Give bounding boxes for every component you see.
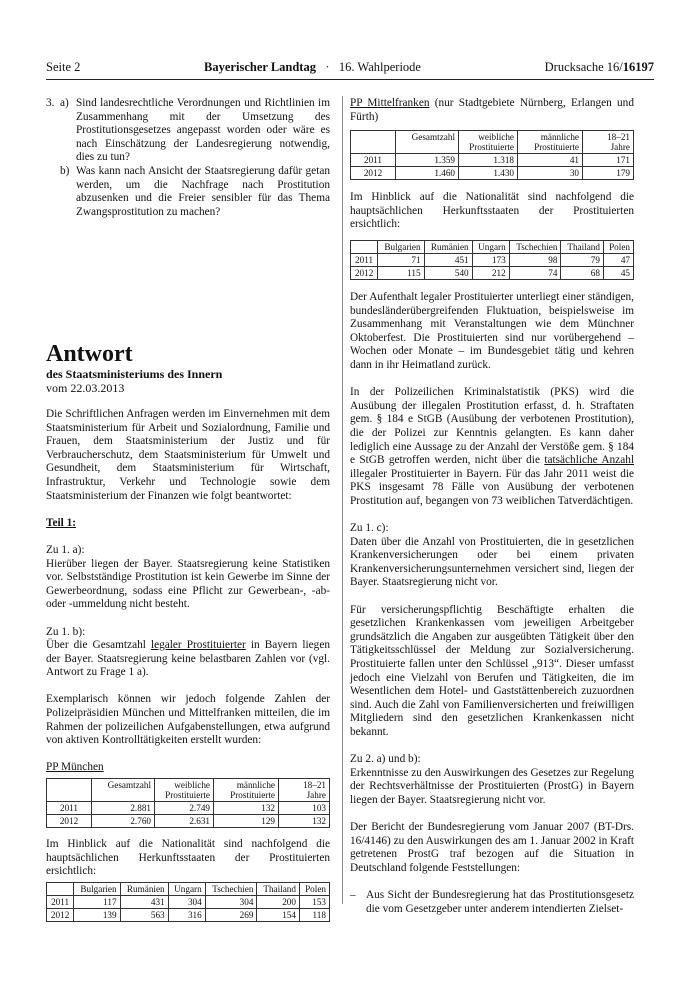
table-row: 2012 115 540 212 74 68 45 — [351, 266, 634, 279]
zu-2-heading: Zu 2. a) und b): — [350, 753, 421, 766]
table-muenchen-counts — [46, 778, 330, 828]
nationality-paragraph: Im Hinblick auf die Nationalität sind nachfolgend die hauptsächlichen Herkunftsstaaten der Prostituierten ersichtlich: — [46, 838, 330, 878]
table-row: 2012 2.760 2.631 129 132 — [47, 815, 330, 828]
zu-2-text: Erkenntnisse zu den Auswirkungen des Gesetzes zur Regelung der Rechtsverhältnisse der Prostituierten (ProstG) in Bayern liegen der Bayer. Staatsregierung nicht vor. — [350, 766, 634, 806]
zu-1b-text: Über die Gesamtzahl legaler Prostituierter in Bayern liegen der Bayer. Staatsregierung keine belastbaren Zahlen vor (vgl. Antwort zu Frage 1 a). — [46, 639, 330, 679]
dash-bullet: – — [350, 889, 356, 902]
header-title — [204, 60, 421, 75]
underlined-term: tatsächliche Anzahl — [544, 454, 634, 467]
nationality-paragraph-2: Im Hinblick auf die Nationalität sind nachfolgend die hauptsächlichen Herkunftsstaaten der Prostituierten ersichtlich: — [350, 191, 634, 231]
part-1-heading: Teil 1: — [46, 516, 77, 529]
table-mittelfranken-nationality — [350, 240, 634, 280]
table-muenchen-nationality — [46, 882, 330, 922]
zu-1a-text: Hierüber liegen der Bayer. Staatsregierung keine Statistiken vor. Selbstständige Prostitution ist kein Gewerbe im Sinne der Gewerbeordnung, sodass eine Pflicht zur Gewerbean-, -ab- oder -ummeldung nicht besteht. — [46, 557, 330, 611]
left-column — [46, 97, 330, 219]
answer-title: Antwort — [46, 341, 133, 367]
report-paragraph: Der Bericht der Bundesregierung vom Januar 2007 (BT-Drs. 16/4146) zu den Auswirkungen des am 1. Januar 2002 in Kraft getretenen ProstG traf bezogen auf die Situation in Deutschland folgende Feststellungen: — [350, 821, 634, 874]
muenchen-title: PP München — [46, 761, 104, 774]
page-number: Seite 2 — [46, 60, 81, 74]
zu-1a-heading: Zu 1. a): — [46, 543, 85, 556]
list-item-text: Aus Sicht der Bundesregierung hat das Prostitutionsgesetz die vom Gesetzgeber unter anderem intendierten Zielset- — [366, 889, 634, 915]
zu-1c-text: Daten über die Anzahl von Prostituierten, die in gesetzlichen Krankenversicherungen oder bei einem privaten Krankenversicherungsunternehmen versichert sind, liegen der Bayer. Staatsregierung nicht vor. — [350, 535, 634, 589]
question-3b — [46, 165, 330, 219]
question-label: a) — [60, 97, 69, 109]
answer-date: vom 22.03.2013 — [46, 381, 125, 395]
table-header-row: Bulgarien Rumänien Ungarn Tschechien Thailand Polen — [47, 882, 330, 895]
fluctuation-paragraph: Der Aufenthalt legaler Prostituierter unterliegt einer ständigen, bundesländerübergreifenden Fluktuation, beispielsweise im Zusammenhang mit Veranstaltungen wie dem Münchner Oktoberfest. Die Prostituierten sind nur vorübergehend – Wochen oder Monate – im Bundesgebiet tätig und kehren dann in ihr Heimatland zurück. — [350, 290, 634, 371]
table-row: 2011 117 431 304 304 200 153 — [47, 895, 330, 908]
insurance-paragraph: Für versicherungspflichtig Beschäftigte erhalten die gesetzlichen Krankenkassen vom jeweiligen Arbeitgeber grundsätzlich die Angaben zur ausgeübten Tätigkeit über den Tätigkeitsschlüssel der Meldung zur Sozialversicherung. Prostituierte fallen unter den Schlüssel „913“. Dieser umfasst jedoch eine Vielzahl von Berufen und Tätigkeiten, die im Wesentlichen dem Hotel- und Gaststättenbereich zuzuordnen sind. Auch die Zahl von Familienversicherten und freiwilligen Mitgliedern sind den gesetzlichen Krankenkassen nicht bekannt. — [350, 603, 634, 738]
table-header-row: Bulgarien Rumänien Ungarn Tschechien Thailand Polen — [351, 240, 634, 253]
answer-section — [46, 341, 330, 933]
right-column — [350, 97, 634, 916]
header-rule — [46, 79, 654, 80]
table-header-row: Gesamtzahl weibliche Prostituierte männliche Prostituierte 18–21 Jahre — [351, 131, 634, 154]
mittelfranken-intro: PP Mittelfranken (nur Stadtgebiete Nürnberg, Erlangen und Fürth) — [350, 97, 634, 123]
list-item — [350, 889, 634, 916]
header-separator: · — [325, 60, 330, 74]
underlined-term: legaler Prostituierter — [150, 639, 246, 652]
question-3a — [46, 97, 330, 165]
page-header — [46, 60, 654, 78]
zu-1b-heading: Zu 1. b): — [46, 625, 86, 638]
table-row: 2012 139 563 316 269 154 118 — [47, 908, 330, 921]
question-text: Sind landesrechtliche Verordnungen und Richtlinien im Zusammenhang mit der Umsetzung des Prostitutionsgesetzes angepasst worden oder wäre es nach Einschätzung der Landesregierung notwendig, dies zu tun? — [76, 97, 330, 164]
mittelfranken-title: PP Mittelfranken — [350, 97, 430, 109]
table-mittelfranken-counts — [350, 130, 634, 180]
question-text: Was kann nach Ansicht der Staatsregierung dafür getan werden, um die Nachfrage nach Prostitution abzusenken und die Freier sensibler für das Thema Zwangsprostitution zu machen? — [76, 164, 330, 218]
table-row: 2012 1.460 1.430 30 179 — [351, 167, 634, 180]
table-row: 2011 1.359 1.318 41 171 — [351, 154, 634, 167]
document-number — [545, 60, 654, 75]
doc-number-bold: 16197 — [622, 60, 654, 74]
legislative-period: 16. Wahlperiode — [338, 60, 421, 74]
question-label: b) — [60, 164, 70, 177]
answer-subtitle: des Staatsministeriums des Innern — [46, 367, 223, 381]
table-header-row: Gesamtzahl weibliche Prostituierte männliche Prostituierte 18–21 Jahre — [47, 779, 330, 802]
question-number: 3. — [46, 97, 55, 109]
doc-prefix: Drucksache 16/ — [544, 60, 623, 74]
zu-1c-heading: Zu 1. c): — [350, 522, 389, 535]
parliament-name: Bayerischer Landtag — [204, 60, 316, 74]
pks-paragraph: In der Polizeilichen Kriminalstatistik (PKS) wird die Ausübung der illegalen Prostitution erfasst, d. h. Straftaten gem. § 184 e StGB (Ausübung der verbotenen Prostitution), die der Polizei zur Kenntnis gelangten. Es kann daher lediglich eine Aussage zu der Anzahl der Verstöße gem. § 184 e StGB getroffen werden, nicht über die tatsächliche Anzahl illegaler Prostituierter in Bayern. Für das Jahr 2011 weist die PKS insgesamt 78 Fälle von Ausübung der verbotenen Prostitution auf, begangen von 73 weiblichen Tatverdächtigen. — [350, 386, 634, 507]
table-row: 2011 2.881 2.749 132 103 — [47, 802, 330, 815]
example-paragraph: Exemplarisch können wir jedoch folgende Zahlen der Polizeipräsidien München und Mittelfranken mitteilen, die im Rahmen der polizeilichen Aufgabenstellungen, etwa aufgrund von aktiven Kontrolltätigkeiten erstellt wurden: — [46, 693, 330, 747]
column-divider — [342, 96, 343, 904]
table-row: 2011 71 451 173 98 79 47 — [351, 253, 634, 266]
intro-paragraph: Die Schriftlichen Anfragen werden im Einvernehmen mit dem Staatsministerium für Arbeit und Sozialordnung, Familie und Frauen, dem Staatsministerium der Justiz und für Verbraucherschutz, dem Staatsministerium für Umwelt und Gesundheit, dem Staatsministerium für Wirtschaft, Infrastruktur, Verkehr und Technologie sowie dem Staatsministerium der Finanzen wie folgt beantwortet: — [46, 408, 330, 502]
